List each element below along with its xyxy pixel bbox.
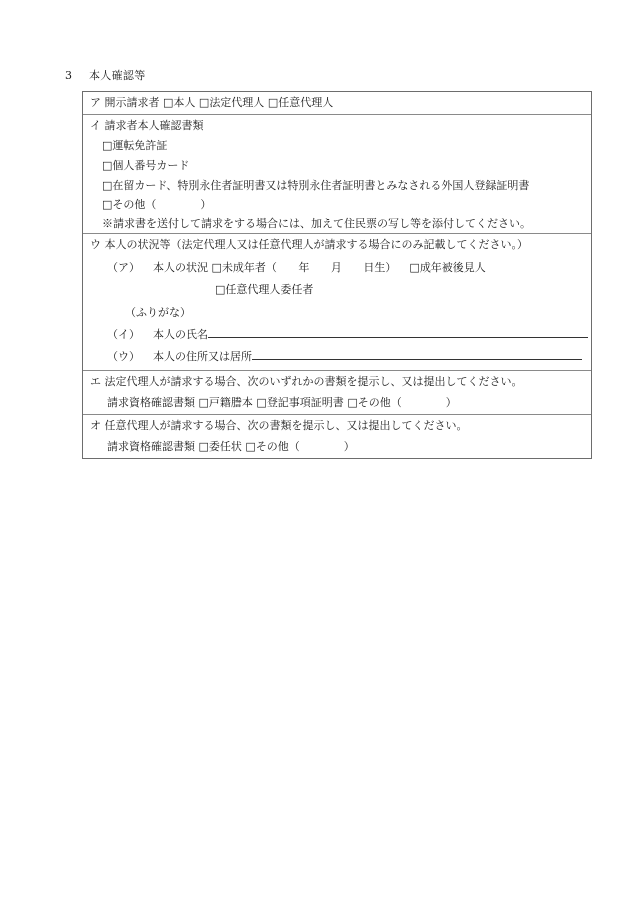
mail-note: ※請求書を送付して請求をする場合には、加えて住民票の写し等を添付してください。 [102, 217, 531, 230]
section-title: 本人確認等 [89, 69, 146, 82]
checkbox-residence-card[interactable]: □ 在留カード、特別永住者証明書又は特別永住者証明書とみなされる外国人登録証明書 [83, 176, 591, 196]
legal-rep-docs-label: 法定代理人が請求する場合、次のいずれかの書類を提示し、又は提出してください。 [104, 375, 523, 388]
id-documents-label: 請求者本人確認書類 [104, 119, 204, 132]
checkbox-my-number-card[interactable]: □ 個人番号カード [83, 156, 591, 176]
address-label: 本人の住所又は居所 [153, 350, 252, 363]
checkbox-adult-ward[interactable]: □ 成年被後見人 [409, 261, 485, 274]
row-marker: ア [90, 96, 101, 109]
checkbox-drivers-license[interactable]: □ 運転免許証 [83, 136, 591, 156]
qualification-docs-label: 請求資格確認書類 [107, 440, 195, 453]
requester-label: 開示請求者 [104, 96, 160, 109]
qualification-docs-label: 請求資格確認書類 [107, 396, 195, 409]
principal-status-label: 本人の状況等（法定代理人又は任意代理人が請求する場合にのみ記載してください。） [104, 238, 528, 251]
name-marker: （イ） [107, 328, 140, 341]
checkbox-other-legal-doc[interactable]: □ その他（ ） [347, 396, 456, 409]
checkbox-power-of-attorney[interactable]: □ 委任状 [199, 440, 242, 453]
row-voluntary-rep-docs [83, 414, 591, 458]
checkbox-other-voluntary-doc[interactable]: □ その他（ ） [245, 440, 354, 453]
checkbox-voluntary-rep[interactable]: □ 任意代理人 [268, 96, 333, 109]
section-heading [65, 67, 146, 83]
checkbox-minor[interactable]: □ 未成年者（ [212, 261, 277, 274]
row-marker: オ [90, 419, 101, 432]
identity-verification-table [82, 91, 592, 459]
row-marker: ウ [90, 238, 101, 251]
year-label: 年 [298, 261, 310, 274]
checkbox-legal-rep[interactable]: □ 法定代理人 [199, 96, 264, 109]
row-marker: イ [90, 119, 101, 132]
furigana-label: （ふりがな） [125, 306, 191, 319]
checkbox-self[interactable]: □ 本人 [163, 96, 195, 109]
row-marker: エ [90, 375, 101, 388]
checkbox-other-id[interactable]: □ その他（ ） [83, 195, 591, 215]
status-label: 本人の状況 [153, 261, 208, 274]
principal-address-field[interactable] [252, 347, 582, 360]
row-principal-status [83, 233, 591, 370]
address-marker: （ウ） [107, 350, 140, 363]
name-label: 本人の氏名 [153, 328, 208, 341]
checkbox-family-register[interactable]: □ 戸籍謄本 [199, 396, 253, 409]
checkbox-registry-certificate[interactable]: □ 登記事項証明書 [256, 396, 343, 409]
row-legal-rep-docs [83, 370, 591, 414]
month-label: 月 [330, 261, 342, 274]
birthday-label: 日生） [363, 261, 397, 274]
row-requester [83, 92, 591, 114]
section-number: 3 [65, 69, 73, 82]
status-marker: （ア） [107, 261, 140, 274]
checkbox-principal-of-voluntary-rep[interactable]: □ 任意代理人委任者 [215, 283, 313, 296]
voluntary-rep-docs-label: 任意代理人が請求する場合、次の書類を提示し、又は提出してください。 [104, 419, 468, 432]
row-id-documents [83, 114, 591, 233]
principal-name-field[interactable] [208, 325, 588, 338]
